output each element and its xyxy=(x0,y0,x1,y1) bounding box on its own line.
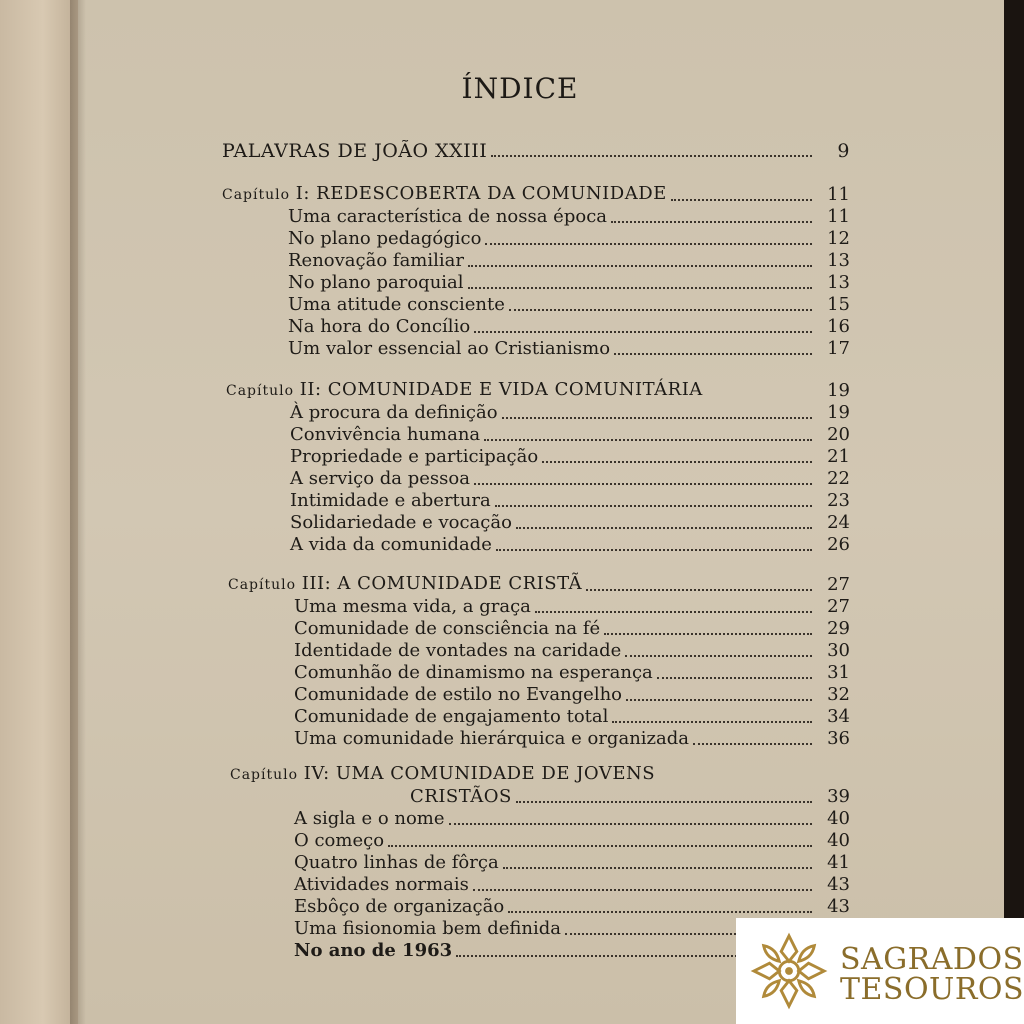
toc-entry xyxy=(294,728,850,750)
toc-entry-page: 23 xyxy=(827,490,850,511)
toc-entry-label: No plano pedagógico xyxy=(288,228,482,249)
toc-entry xyxy=(288,228,850,250)
toc-entry-page: 15 xyxy=(827,294,850,315)
chapter-heading-label xyxy=(230,763,655,786)
toc-entry-label: A vida da comunidade xyxy=(290,534,492,555)
chapter-word: Capítulo xyxy=(226,383,295,399)
toc-entry xyxy=(290,512,850,534)
toc-entry-page: 43 xyxy=(827,896,850,917)
toc-entry xyxy=(294,640,850,662)
toc-entry-page: 11 xyxy=(827,206,850,227)
toc-entry xyxy=(294,852,850,874)
toc-entry xyxy=(294,830,850,852)
toc-entry-page: 26 xyxy=(827,534,850,555)
chapter-heading-label xyxy=(226,379,703,402)
toc-entry xyxy=(288,250,850,272)
toc-entry xyxy=(294,874,850,896)
leader-dots xyxy=(614,353,812,355)
watermark-line-2: TESOUROS xyxy=(840,972,1024,1007)
chapter-word: Capítulo xyxy=(222,187,291,203)
toc-entry-label: Na hora do Concílio xyxy=(288,316,471,337)
toc-entry-page: 34 xyxy=(827,706,850,727)
leader-dots xyxy=(508,911,812,913)
leader-dots xyxy=(657,677,812,679)
chapter-heading-4-line2 xyxy=(410,786,850,808)
leader-dots xyxy=(604,633,812,635)
toc-entry xyxy=(294,808,850,830)
toc-entry xyxy=(288,338,850,360)
toc-entry-page: 13 xyxy=(827,272,850,293)
spine-shadow xyxy=(70,0,86,1024)
toc-entry-label: Propriedade e participação xyxy=(290,446,539,467)
toc-entry-page: 21 xyxy=(827,446,850,467)
toc-entry-label: Uma atitude consciente xyxy=(288,294,505,315)
toc-entry-label: Comunhão de dinamismo na esperança xyxy=(294,662,653,683)
toc-entry xyxy=(290,402,850,424)
toc-entry-label: Quatro linhas de fôrça xyxy=(294,852,499,873)
toc-entry xyxy=(294,662,850,684)
leader-dots xyxy=(693,743,812,745)
chapter-heading-3 xyxy=(228,574,850,596)
leader-dots xyxy=(625,655,812,657)
toc-entry-label: Uma característica de nossa época xyxy=(288,206,608,227)
chapter-page: 19 xyxy=(827,380,850,401)
leader-dots xyxy=(388,845,812,847)
toc-entry-page: 22 xyxy=(827,468,850,489)
leader-dots xyxy=(491,155,812,157)
toc-entry-page: 43 xyxy=(827,874,850,895)
leader-dots xyxy=(611,221,812,223)
toc-entry-label: Uma fisionomia bem definida xyxy=(294,918,561,939)
chapter-page: 39 xyxy=(827,786,850,807)
chapter-title-continued: CRISTÃOS xyxy=(410,786,512,807)
toc-entry-preface xyxy=(222,140,850,162)
toc-entry-page: 31 xyxy=(827,662,850,683)
leader-dots xyxy=(535,611,812,613)
page-title: ÍNDICE xyxy=(461,72,579,105)
toc-entry xyxy=(290,424,850,446)
leader-dots xyxy=(474,331,812,333)
toc-entry-label: Um valor essencial ao Cristianismo xyxy=(288,338,611,359)
toc-entry-label: À procura da definição xyxy=(290,402,498,423)
toc-entry-page: 24 xyxy=(827,512,850,533)
toc-entry xyxy=(288,272,850,294)
watermark-line-1: SAGRADOS xyxy=(840,942,1024,977)
toc-entry-label: Comunidade de engajamento total xyxy=(294,706,609,727)
toc-entry-label: Esbôço de organização xyxy=(294,896,505,917)
toc-entry-label: Solidariedade e vocação xyxy=(290,512,512,533)
leader-dots xyxy=(473,889,812,891)
chapter-page: 27 xyxy=(827,574,850,595)
toc-entry-page: 29 xyxy=(827,618,850,639)
leader-dots xyxy=(516,801,812,803)
toc-entry-label: O começo xyxy=(294,830,385,851)
toc-entry-page: 27 xyxy=(827,596,850,617)
toc-entry xyxy=(294,596,850,618)
facing-page-edge xyxy=(0,0,78,1024)
toc-entry-label: Uma comunidade hierárquica e organizada xyxy=(294,728,690,749)
toc-entry xyxy=(294,896,850,918)
leader-dots xyxy=(468,287,812,289)
watermark xyxy=(736,918,1024,1024)
toc-entry-page: 13 xyxy=(827,250,850,271)
toc-entry-label: Comunidade de estilo no Evangelho xyxy=(294,684,623,705)
toc-entry xyxy=(294,706,850,728)
leader-dots xyxy=(449,823,812,825)
chapter-page: 11 xyxy=(827,184,850,205)
leader-dots xyxy=(626,699,812,701)
toc-entry-page: 9 xyxy=(837,140,850,162)
toc-entry xyxy=(290,446,850,468)
leader-dots xyxy=(509,309,812,311)
toc-entry-label: Renovação familiar xyxy=(288,250,464,271)
leader-dots xyxy=(496,549,812,551)
chapter-title: IV: UMA COMUNIDADE DE JOVENS xyxy=(303,763,656,784)
toc-entry xyxy=(288,206,850,228)
leader-dots xyxy=(502,417,812,419)
toc-entry-page: 40 xyxy=(827,808,850,829)
toc-entry-label: Comunidade de consciência na fé xyxy=(294,618,601,639)
chapter-heading-label xyxy=(222,183,667,206)
leader-dots xyxy=(671,199,812,201)
toc-entry xyxy=(288,294,850,316)
chapter-heading-label xyxy=(228,573,582,596)
toc-entry xyxy=(294,684,850,706)
toc-entry-page: 19 xyxy=(827,402,850,423)
toc-entry-label: Intimidade e abertura xyxy=(290,490,491,511)
toc-entry-label: Atividades normais xyxy=(294,874,469,895)
toc-entry-page: 40 xyxy=(827,830,850,851)
toc-entry xyxy=(290,468,850,490)
chapter-title: II: COMUNIDADE E VIDA COMUNITÁRIA xyxy=(299,379,703,400)
chapter-title: I: REDESCOBERTA DA COMUNIDADE xyxy=(295,183,667,204)
ornament-logo-icon xyxy=(750,932,828,1010)
chapter-word: Capítulo xyxy=(230,767,299,783)
toc-entry-label: PALAVRAS DE JOÃO XXIII xyxy=(222,140,488,162)
leader-dots xyxy=(516,527,812,529)
toc-entry-page: 17 xyxy=(827,338,850,359)
chapter-heading-4 xyxy=(230,764,850,786)
toc-entry xyxy=(290,490,850,512)
toc-entry xyxy=(294,618,850,640)
leader-dots xyxy=(484,439,812,441)
toc-entry-label: A serviço da pessoa xyxy=(290,468,470,489)
leader-dots xyxy=(474,483,812,485)
chapter-heading-2 xyxy=(226,380,850,402)
toc-entry-label: No plano paroquial xyxy=(288,272,464,293)
toc-entry-label: Uma mesma vida, a graça xyxy=(294,596,531,617)
toc-entry-label: Convivência humana xyxy=(290,424,481,445)
toc-entry-page: 12 xyxy=(827,228,850,249)
toc-entry-page: 36 xyxy=(827,728,850,749)
chapter-word: Capítulo xyxy=(228,577,297,593)
leader-dots xyxy=(495,505,812,507)
toc-entry-page: 16 xyxy=(827,316,850,337)
toc-entry-page: 41 xyxy=(827,852,850,873)
leader-dots xyxy=(586,589,812,591)
toc-entry xyxy=(288,316,850,338)
toc-entry-page: 32 xyxy=(827,684,850,705)
toc-entry-page: 30 xyxy=(827,640,850,661)
leader-dots xyxy=(468,265,812,267)
leader-dots xyxy=(542,461,812,463)
leader-dots xyxy=(503,867,812,869)
toc-entry xyxy=(290,534,850,556)
toc-entry-label: No ano de 1963 xyxy=(294,940,453,961)
leader-dots xyxy=(612,721,812,723)
chapter-title: III: A COMUNIDADE CRISTÃ xyxy=(301,573,583,594)
toc-entry-page: 20 xyxy=(827,424,850,445)
chapter-heading-1 xyxy=(222,184,850,206)
toc-entry-label: Identidade de vontades na caridade xyxy=(294,640,622,661)
toc-entry-label: A sigla e o nome xyxy=(294,808,445,829)
leader-dots xyxy=(485,243,812,245)
